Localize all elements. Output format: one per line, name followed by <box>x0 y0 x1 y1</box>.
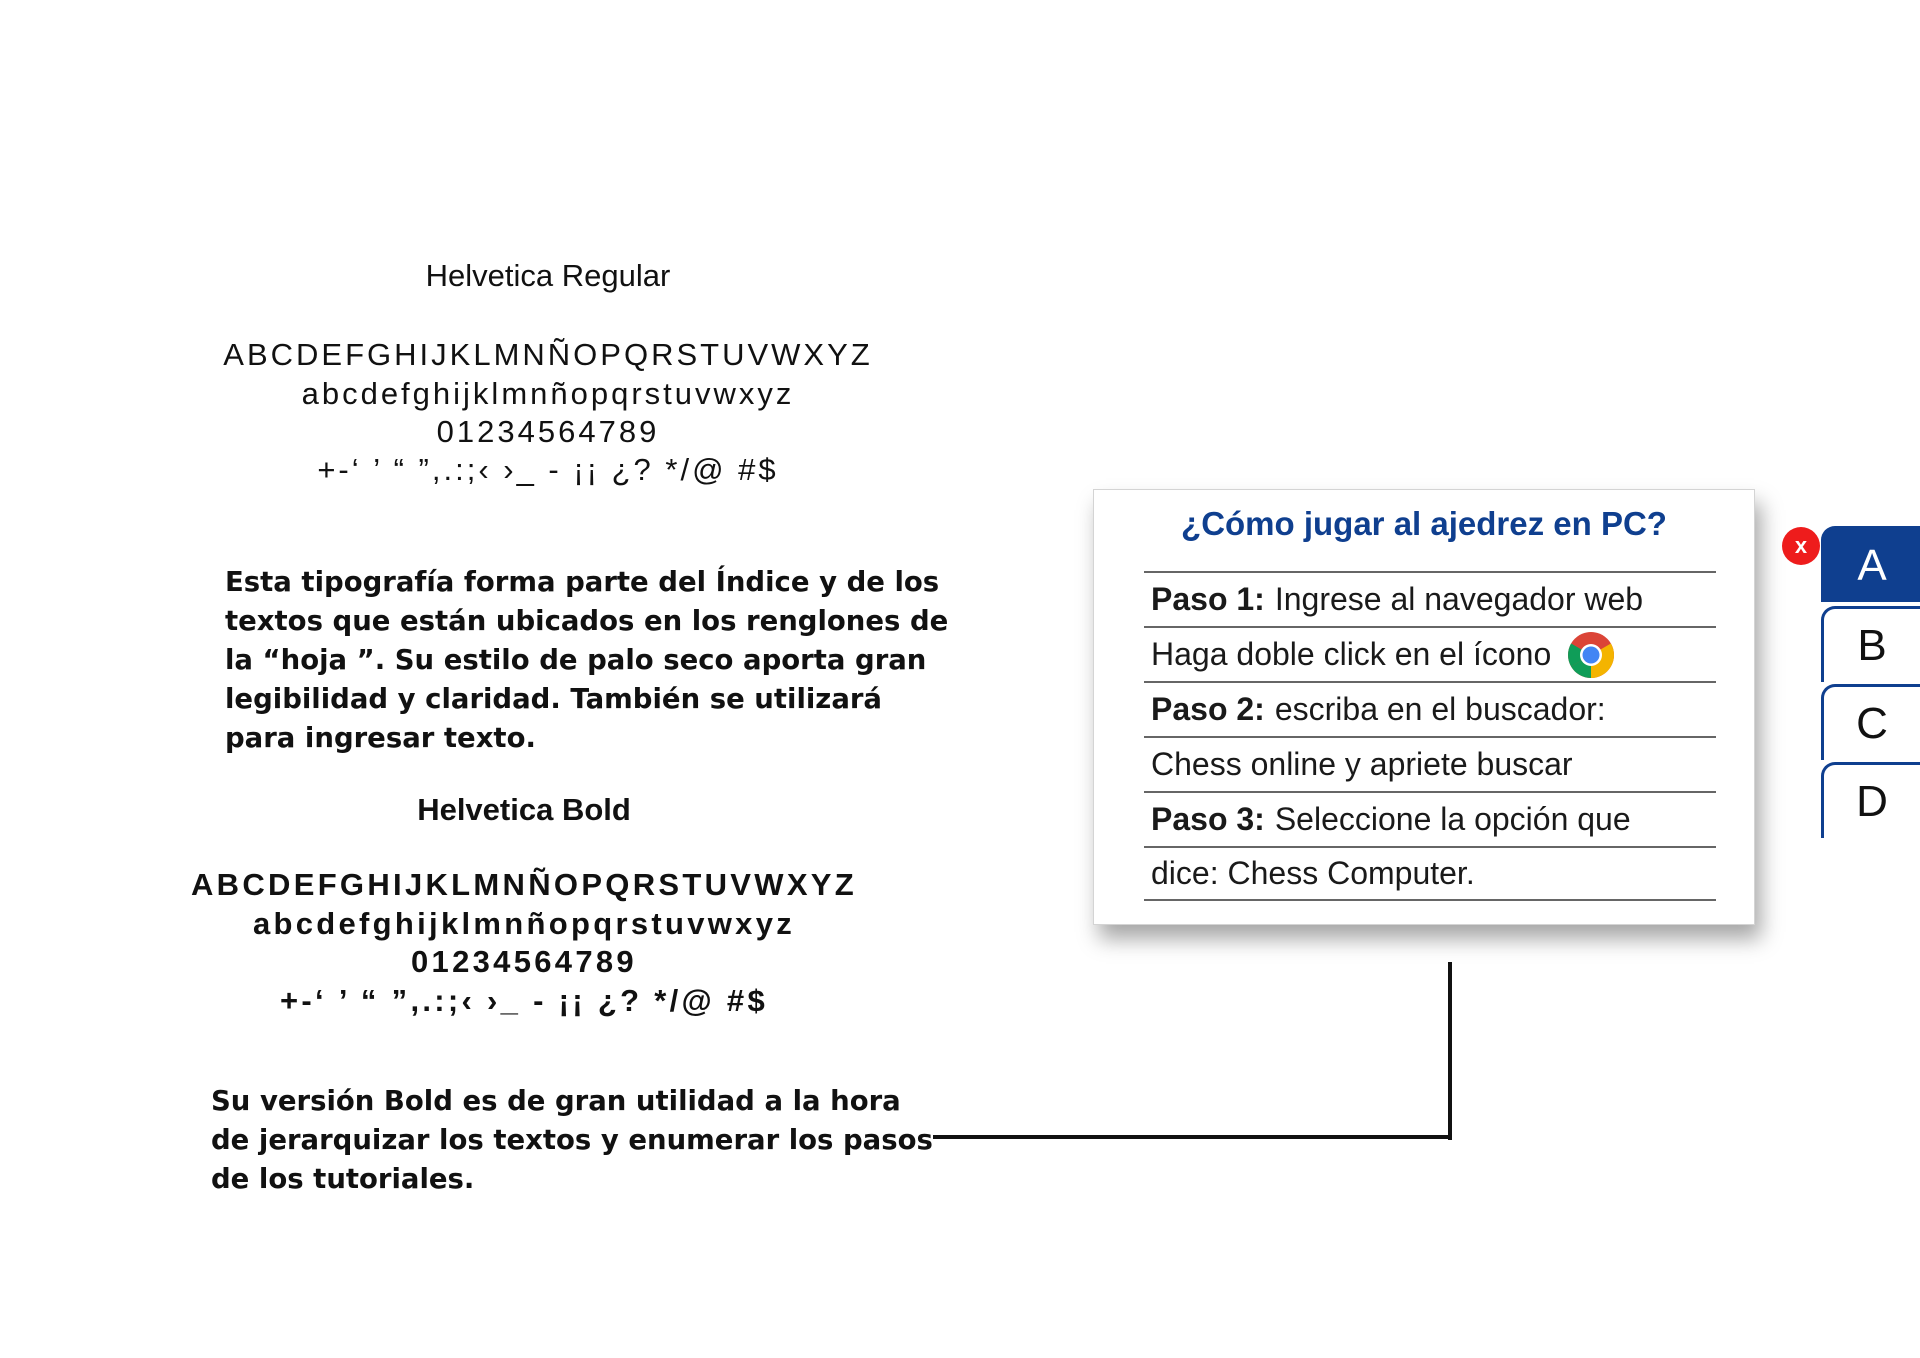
step-text: Chess online y apriete buscar <box>1151 746 1573 782</box>
tab-b[interactable]: B <box>1821 606 1920 682</box>
tab-d[interactable]: D <box>1821 762 1920 838</box>
step-row <box>1144 571 1716 626</box>
regular-description-line: para ingresar texto. <box>225 722 536 754</box>
step-text: Seleccione la opción que <box>1274 801 1631 837</box>
bold-specimen-title: Helvetica Bold <box>417 792 631 827</box>
step-row <box>1144 681 1716 736</box>
step-text: dice: Chess Computer. <box>1151 855 1475 891</box>
regular-lowercase: abcdefghijklmnñopqrstuvwxyz <box>301 376 795 411</box>
index-tabs <box>1821 526 1920 838</box>
step-text: escriba en el buscador: <box>1274 691 1606 727</box>
step-text: Ingrese al navegador web <box>1274 581 1644 617</box>
regular-description-line: legibilidad y claridad. También se utilizará <box>225 683 882 715</box>
regular-specimen-title: Helvetica Regular <box>425 258 671 293</box>
step-label: Paso 2: <box>1151 691 1265 727</box>
regular-digits: 01234564789 <box>436 414 660 449</box>
card-title: ¿Cómo jugar al ajedrez en PC? <box>1181 505 1667 542</box>
regular-description-line: textos que están ubicados en los renglones de <box>225 605 949 637</box>
regular-description-line: Esta tipografía forma parte del Índice y de los <box>225 566 940 598</box>
step-row <box>1144 791 1716 846</box>
bold-description <box>211 1082 933 1199</box>
bold-digits: 01234564789 <box>411 944 637 979</box>
connector-line-horizontal <box>933 1135 1452 1139</box>
card-steps <box>1144 571 1716 901</box>
tab-c[interactable]: C <box>1821 684 1920 760</box>
tab-a[interactable]: A <box>1821 526 1920 602</box>
step-row <box>1144 846 1716 901</box>
bold-description-line: de los tutoriales. <box>211 1163 475 1195</box>
close-button[interactable]: x <box>1782 527 1820 565</box>
bold-uppercase: ABCDEFGHIJKLMNÑOPQRSTUVWXYZ <box>190 867 858 902</box>
step-text: Haga doble click en el ícono <box>1151 636 1552 672</box>
bold-symbols: +-‘ ’ “ ”,.:;‹ ›_ - ¡¡ ¿? */@ #$ <box>279 983 769 1018</box>
tutorial-card <box>1093 489 1755 925</box>
step-label: Paso 1: <box>1151 581 1265 617</box>
step-row <box>1144 626 1716 681</box>
regular-description-line: la “hoja ”. Su estilo de palo seco aporta gran <box>225 644 927 676</box>
regular-description <box>225 563 948 758</box>
chrome-icon[interactable] <box>1567 631 1615 679</box>
connector-line-vertical <box>1448 962 1452 1140</box>
bold-description-line: de jerarquizar los textos y enumerar los pasos <box>211 1124 933 1156</box>
bold-lowercase: abcdefghijklmnñopqrstuvwxyz <box>252 906 796 941</box>
step-row <box>1144 736 1716 791</box>
regular-uppercase: ABCDEFGHIJKLMNÑOPQRSTUVWXYZ <box>223 337 873 372</box>
bold-description-line: Su versión Bold es de gran utilidad a la hora <box>211 1085 901 1117</box>
regular-symbols: +-‘ ’ “ ”,.:;‹ ›_ - ¡¡ ¿? */@ #$ <box>317 452 779 487</box>
step-label: Paso 3: <box>1151 801 1265 837</box>
